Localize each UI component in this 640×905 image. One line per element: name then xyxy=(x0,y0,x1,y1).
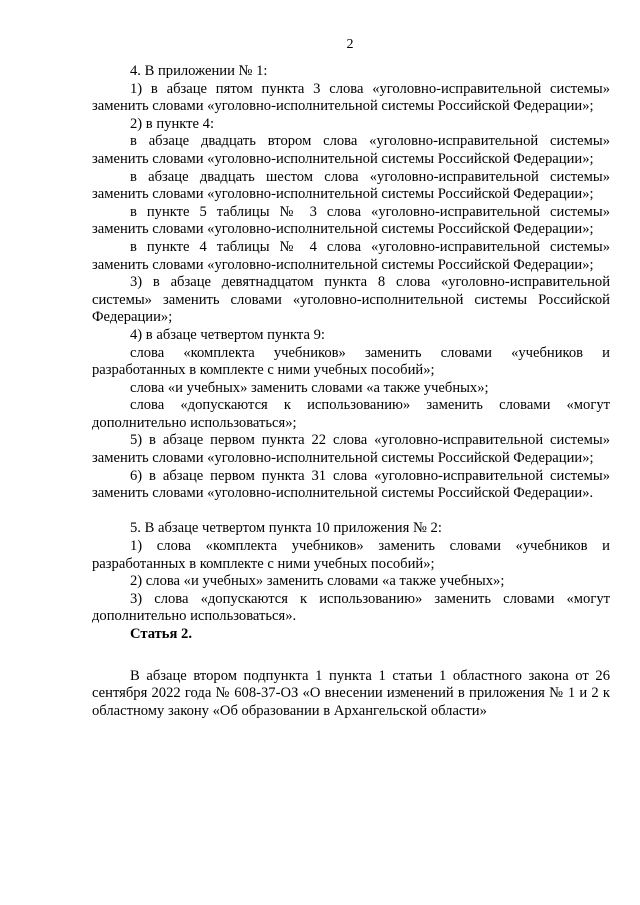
paragraph: 1) слова «комплекта учебников» заменить словами «учебников и разработанных в комплекте с ними учебных пособий»; xyxy=(92,538,610,572)
paragraph: слова «и учебных» заменить словами «а также учебных»; xyxy=(130,379,489,396)
page-number: 2 xyxy=(346,37,354,52)
paragraph: 1) в абзаце пятом пункта 3 слова «уголовно-исправительной системы» заменить словами «уголовно-исполнительной системы Российской Федерации»; xyxy=(92,80,610,115)
paragraph: слова «комплекта учебников» заменить словами «учебников и разработанных в комплекте с ними учебных пособий»; xyxy=(92,344,610,379)
paragraph: 2) в пункте 4: xyxy=(130,115,215,132)
paragraph: в пункте 5 таблицы № 3 слова «уголовно-исправительной системы» заменить словами «уголовно-исполнительной системы Российской Федерации»; xyxy=(92,203,610,238)
paragraph: 3) слова «допускаются к использованию» заменить словами «могут дополнительно использоваться». xyxy=(92,590,610,625)
paragraph: 5) в абзаце первом пункта 22 слова «уголовно-исправительной системы» заменить словами «уголовно-исполнительной системы Российской Федерации»; xyxy=(92,432,610,467)
article-heading: Статья 2. xyxy=(130,626,192,642)
paragraph: слова «допускаются к использованию» заменить словами «могут дополнительно использоваться»; xyxy=(92,397,610,431)
paragraph: 3) в абзаце девятнадцатом пункта 8 слова «уголовно-исправительной системы» заменить словами «уголовно-исполнительной системы Российской Федерации»; xyxy=(92,274,610,326)
paragraph: в абзаце двадцать втором слова «уголовно-исправительной системы» заменить словами «уголовно-исполнительной системы Российской Федерации»; xyxy=(92,133,610,167)
paragraph: В абзаце втором подпункта 1 пункта 1 статьи 1 областного закона от 26 сентября 2022 года № 608-37-ОЗ «О внесении изменений в приложения № 1 и 2 к областному закону «Об образовании в Архангельской области» xyxy=(92,667,610,719)
paragraph: 4) в абзаце четвертом пункта 9: xyxy=(130,326,325,343)
paragraph: 6) в абзаце первом пункта 31 слова «уголовно-исправительной системы» заменить словами «уголовно-исполнительной системы Российской Федерации». xyxy=(92,467,610,502)
document-body xyxy=(92,63,610,720)
paragraph: в пункте 4 таблицы № 4 слова «уголовно-исправительной системы» заменить словами «уголовно-исполнительной системы Российской Федерации»; xyxy=(92,238,610,273)
paragraph: 2) слова «и учебных» заменить словами «а также учебных»; xyxy=(130,573,505,590)
paragraph: в абзаце двадцать шестом слова «уголовно-исправительной системы» заменить словами «уголовно-исполнительной системы Российской Федерации»; xyxy=(92,168,610,203)
section-5-heading: 5. В абзаце четвертом пункта 10 приложения № 2: xyxy=(130,520,442,537)
section-4-heading: 4. В приложении № 1: xyxy=(130,63,268,79)
